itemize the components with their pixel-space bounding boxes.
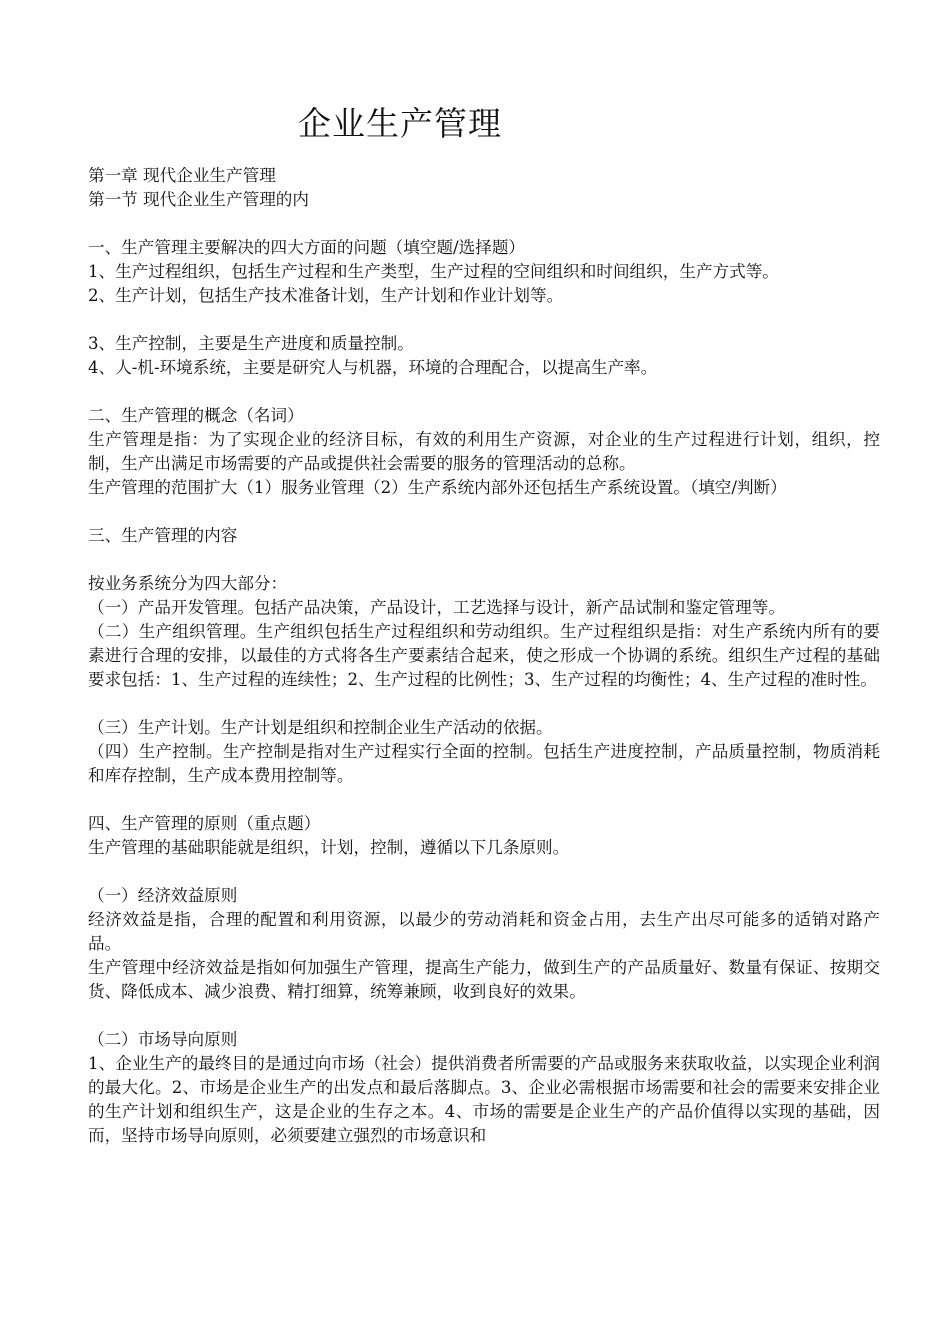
part3-item-2: （二）生产组织管理。生产组织包括生产过程组织和劳动组织。生产过程组织是指：对生产系统内所有的要素进行合理的安排，以最佳的方式将各生产要素结合起来，使之形成一个协调的系统。组织生产过程的基础要求包括：1、生产过程的连续性；2、生产过程的比例性；3、生产过程的均衡性；4、生产过程的准时性。 (88, 622, 880, 689)
part2-definition: 生产管理是指：为了实现企业的经济目标，有效的利用生产资源，对企业的生产过程进行计划，组织，控制，生产出满足市场需要的产品或提供社会需要的服务的管理活动的总称。 (88, 430, 880, 473)
part2-heading: 二、生产管理的概念（名词） (88, 406, 304, 425)
principle1-paragraph-2: 生产管理中经济效益是指如何加强生产管理，提高生产能力，做到生产的产品质量好、数量有保证、按期交货、降低成本、减少浪费、精打细算，统筹兼顾，收到良好的效果。 (88, 958, 880, 1001)
part3-intro: 按业务系统分为四大部分： (88, 574, 288, 593)
chapter-heading: 第一章 现代企业生产管理 (88, 166, 276, 185)
part2-scope: 生产管理的范围扩大（1）服务业管理（2）生产系统内部外还包括生产系统设置。（填空/判断） (88, 478, 787, 497)
part4-intro: 生产管理的基础职能就是组织，计划，控制，遵循以下几条原则。 (88, 838, 570, 857)
part4-heading: 四、生产管理的原则（重点题） (88, 814, 321, 833)
principle1-heading: （一）经济效益原则 (88, 886, 238, 905)
part3-heading: 三、生产管理的内容 (88, 526, 238, 545)
part1-item-3: 3、生产控制，主要是生产进度和质量控制。 (88, 334, 414, 353)
part3-item-3: （三）生产计划。生产计划是组织和控制企业生产活动的依据。 (88, 718, 553, 737)
document-title: 企业生产管理 (298, 104, 502, 143)
part1-heading: 一、生产管理主要解决的四大方面的问题（填空题/选择题） (88, 238, 526, 257)
part3-item-1: （一）产品开发管理。包括产品决策，产品设计，工艺选择与设计，新产品试制和鉴定管理等。 (88, 598, 785, 617)
principle2-heading: （二）市场导向原则 (88, 1030, 238, 1049)
section-heading: 第一节 现代企业生产管理的内 (88, 190, 309, 209)
principle2-paragraph-1: 1、企业生产的最终目的是通过向市场（社会）提供消费者所需要的产品或服务来获取收益，以实现企业利润的最大化。2、市场是企业生产的出发点和最后落脚点。3、企业必需根据市场需要和社会的需要来安排企业的生产计划和组织生产，这是企业的生存之本。4、市场的需要是企业生产的产品价值得以实现的基础，因而，坚持市场导向原则，必须要建立强烈的市场意识和 (88, 1054, 880, 1145)
part1-item-4: 4、人-机-环境系统，主要是研究人与机器，环境的合理配合，以提高生产率。 (88, 358, 658, 377)
document-body (88, 164, 880, 1148)
part1-item-1: 1、生产过程组织，包括生产过程和生产类型，生产过程的空间组织和时间组织，生产方式等。 (88, 262, 779, 281)
principle1-paragraph-1: 经济效益是指，合理的配置和利用资源，以最少的劳动消耗和资金占用，去生产出尽可能多的适销对路产品。 (88, 910, 880, 953)
part1-item-2: 2、生产计划，包括生产技术准备计划，生产计划和作业计划等。 (88, 286, 564, 305)
part3-item-4: （四）生产控制。生产控制是指对生产过程实行全面的控制。包括生产进度控制，产品质量控制，物质消耗和库存控制，生产成本费用控制等。 (88, 742, 880, 785)
